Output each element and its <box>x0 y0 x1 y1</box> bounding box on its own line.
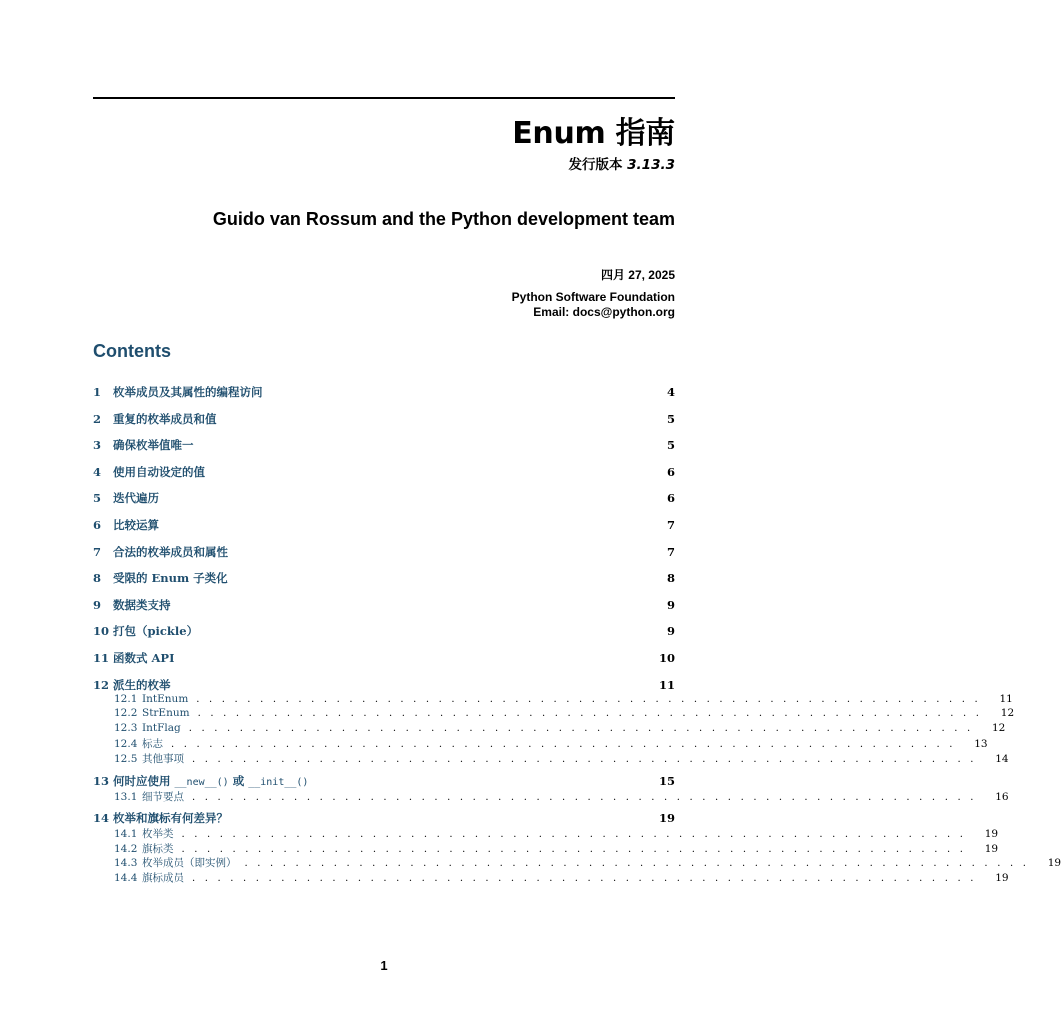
toc-subnumber: 12.1 <box>114 692 138 705</box>
toc-sublabel: 旗标成员 <box>142 871 184 884</box>
toc-page: 8 <box>666 571 675 586</box>
toc-subentry-14-4[interactable] <box>93 870 1009 885</box>
toc-label: 枚举成员及其属性的编程访问 <box>113 385 263 399</box>
toc-number: 3 <box>93 438 102 453</box>
document-date: 四月 27, 2025 <box>600 268 675 282</box>
toc-entry-4[interactable] <box>93 464 675 491</box>
toc-subentry-13-1[interactable] <box>93 789 1009 804</box>
toc-leader-dots: . . . . . . . . . . . . . . . . . . . . . . . . . . . . . . . . . . . . . . . . . . . . . . . . . . . . . . . . . . . . . . <box>188 722 974 734</box>
toc-label: 枚举和旗标有何差异？ <box>113 811 228 826</box>
toc-number: 7 <box>93 544 102 559</box>
page-number: 1 <box>380 958 388 973</box>
toc-leader-dots: . . . . . . . . . . . . . . . . . . . . . . . . . . . . . . . . . . . . . . . . . . . . . . . . . . . . . . . . . . . . . . <box>197 708 983 720</box>
toc-subentry-12-4[interactable] <box>93 736 988 751</box>
toc-subnumber: 14.4 <box>114 871 138 884</box>
toc-entry-11[interactable] <box>93 650 675 677</box>
toc-number: 14 <box>93 811 110 826</box>
toc-label: 重复的枚举成员和值 <box>113 411 217 426</box>
toc-label: 比较运算 <box>113 517 159 532</box>
toc-subpage: 14 <box>995 752 1009 765</box>
toc-page: 9 <box>666 624 675 639</box>
toc-code-init: __init__() <box>248 776 309 788</box>
toc-number: 10 <box>93 624 110 639</box>
toc-page: 19 <box>658 811 675 826</box>
toc-sublabel: StrEnum <box>142 707 190 720</box>
document-organization: Python Software Foundation <box>511 290 675 304</box>
toc-code-new: __new__() <box>174 776 229 788</box>
toc-entry-3[interactable] <box>93 437 675 464</box>
toc-leader-dots: . . . . . . . . . . . . . . . . . . . . . . . . . . . . . . . . . . . . . . . . . . . . . . . . . . . . . . . . . . . . . . <box>192 791 977 803</box>
toc-label: 确保枚举值唯一 <box>113 438 194 453</box>
toc-leader-dots: . . . . . . . . . . . . . . . . . . . . . . . . . . . . . . . . . . . . . . . . . . . . . . . . . . . . . . . . . . . . . . <box>192 872 977 884</box>
toc-label: 合法的枚举成员和属性 <box>113 544 228 559</box>
toc-page: 6 <box>666 464 675 479</box>
toc-subnumber: 12.4 <box>114 738 138 751</box>
toc-subpage: 19 <box>995 871 1009 884</box>
toc-page: 7 <box>666 517 675 532</box>
toc-page: 4 <box>666 385 675 399</box>
toc-sublabel: 标志 <box>142 738 163 751</box>
toc-subnumber: 12.2 <box>114 707 138 720</box>
toc-subnumber: 12.5 <box>114 752 138 765</box>
toc-sublabel: 细节要点 <box>142 790 184 803</box>
toc-number: 8 <box>93 571 102 586</box>
toc-label: 函数式 API <box>113 650 175 665</box>
toc-number: 13 <box>93 773 110 788</box>
toc-subentry-14-3[interactable] <box>93 855 1061 870</box>
toc-sublabel: 枚举类 <box>142 828 174 841</box>
toc-subpage: 19 <box>984 842 999 855</box>
toc-label <box>113 773 659 789</box>
release-line <box>568 156 675 174</box>
toc-sublabel: IntEnum <box>142 692 189 705</box>
title-rule <box>93 97 675 99</box>
toc-page: 6 <box>666 491 675 506</box>
toc-label: 迭代遍历 <box>113 491 159 506</box>
toc-label: 使用自动设定的值 <box>113 464 205 479</box>
document-authors: Guido van Rossum and the Python development team <box>212 209 675 229</box>
toc-entry-1[interactable] <box>93 384 675 411</box>
toc-number: 11 <box>93 650 110 665</box>
toc-leader-dots: . . . . . . . . . . . . . . . . . . . . . . . . . . . . . . . . . . . . . . . . . . . . . . . . . . . . . . . . . . . . . . <box>196 693 981 705</box>
toc-leader-dots: . . . . . . . . . . . . . . . . . . . . . . . . . . . . . . . . . . . . . . . . . . . . . . . . . . . . . . . . . . . . . . <box>171 739 956 751</box>
toc-entry-5[interactable] <box>93 490 675 517</box>
toc-entry-10[interactable] <box>93 623 675 650</box>
toc-page: 5 <box>666 438 675 453</box>
toc-leader-dots: . . . . . . . . . . . . . . . . . . . . . . . . . . . . . . . . . . . . . . . . . . . . . . . . . . . . . . . . . . . . . . <box>192 753 977 765</box>
toc-leader-dots: . . . . . . . . . . . . . . . . . . . . . . . . . . . . . . . . . . . . . . . . . . . . . . . . . . . . . . . . . . . . . . <box>181 843 967 855</box>
toc-subentry-12-3[interactable] <box>93 721 1006 737</box>
toc-subpage: 16 <box>995 790 1009 803</box>
table-of-contents <box>93 384 1061 891</box>
toc-page: 7 <box>666 544 675 559</box>
toc-label: 数据类支持 <box>113 597 171 612</box>
release-prefix: 发行版本 <box>568 157 628 173</box>
contents-heading: Contents <box>93 341 171 361</box>
toc-group-13 <box>93 773 1009 804</box>
toc-label-text: 或 <box>228 773 249 788</box>
toc-subpage: 12 <box>1000 707 1015 720</box>
toc-sublabel: IntFlag <box>142 721 181 734</box>
toc-sublabel: 枚举成员（即实例） <box>142 857 237 870</box>
toc-subpage: 11 <box>999 692 1013 705</box>
toc-number: 12 <box>93 677 110 692</box>
toc-entry-9[interactable] <box>93 597 675 624</box>
toc-subpage: 19 <box>1047 857 1061 870</box>
toc-number: 5 <box>93 491 102 506</box>
toc-page: 5 <box>666 411 675 426</box>
toc-subnumber: 14.2 <box>114 842 138 855</box>
toc-subnumber: 14.3 <box>114 857 138 870</box>
toc-subentry-12-5[interactable] <box>93 751 1009 766</box>
document-title: Enum 指南 <box>512 116 675 151</box>
toc-entry-14[interactable] <box>93 810 675 826</box>
toc-page: 11 <box>658 677 675 692</box>
toc-entry-8[interactable] <box>93 570 675 597</box>
toc-entry-7[interactable] <box>93 544 675 571</box>
toc-number: 9 <box>93 597 102 612</box>
toc-number: 4 <box>93 464 102 479</box>
toc-entry-13[interactable] <box>93 773 675 789</box>
toc-subentry-14-2[interactable] <box>93 841 999 856</box>
toc-subentry-14-1[interactable] <box>93 826 999 841</box>
toc-sublabel: 旗标类 <box>142 842 174 855</box>
toc-label: 打包（pickle） <box>113 624 199 639</box>
toc-subnumber: 13.1 <box>114 790 138 803</box>
toc-label: 派生的枚举 <box>113 677 171 692</box>
document-email: Email: docs@python.org <box>533 305 675 319</box>
toc-subnumber: 12.3 <box>114 721 138 734</box>
toc-sublabel: 其他事项 <box>142 752 184 765</box>
toc-page: 15 <box>658 773 675 788</box>
toc-number: 1 <box>93 385 102 399</box>
toc-page: 9 <box>666 597 675 612</box>
toc-subentry-12-1[interactable] <box>93 692 1013 708</box>
toc-subpage: 19 <box>984 828 999 841</box>
toc-entry-6[interactable] <box>93 517 675 544</box>
toc-label-text: 何时应使用 <box>113 773 175 788</box>
toc-group-14 <box>93 810 1061 884</box>
release-version: 3.13.3 <box>627 157 675 173</box>
toc-subpage: 12 <box>991 721 1006 734</box>
toc-number: 6 <box>93 517 102 532</box>
toc-subpage: 13 <box>974 738 988 751</box>
toc-leader-dots: . . . . . . . . . . . . . . . . . . . . . . . . . . . . . . . . . . . . . . . . . . . . . . . . . . . . . . . . . . . . . . <box>181 829 967 841</box>
toc-page: 10 <box>658 650 675 665</box>
toc-subentry-12-2[interactable] <box>93 707 1015 722</box>
toc-entry-2[interactable] <box>93 411 675 438</box>
toc-subnumber: 14.1 <box>114 828 138 841</box>
toc-group-12 <box>93 677 1015 766</box>
toc-entry-12[interactable] <box>93 677 675 693</box>
toc-label: 受限的 Enum 子类化 <box>113 571 228 586</box>
toc-leader-dots: . . . . . . . . . . . . . . . . . . . . . . . . . . . . . . . . . . . . . . . . . . . . . . . . . . . . . . . . . . . . . . <box>244 858 1030 870</box>
toc-number: 2 <box>93 411 102 426</box>
